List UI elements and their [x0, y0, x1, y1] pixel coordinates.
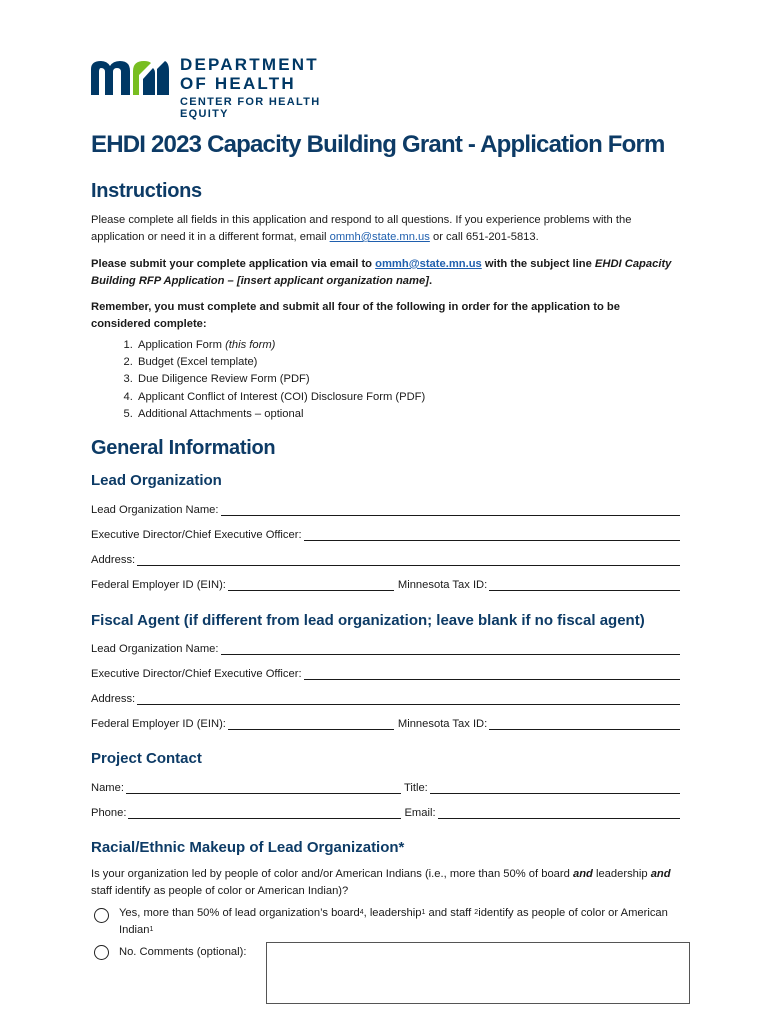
question-emphasis-2: and [650, 868, 671, 880]
footnote-ref: 2 [474, 909, 479, 916]
lead-ein-field[interactable] [228, 578, 394, 591]
fiscal-agent-heading: Fiscal Agent (if different from lead organization; leave blank if no fiscal agent) [91, 612, 645, 629]
list-item-note: (this form) [225, 339, 276, 351]
contact-title-label: Title: [403, 782, 428, 794]
lead-org-name-label: Lead Organization Name: [91, 504, 219, 516]
logo-text-center: CENTER FOR HEALTH EQUITY [180, 96, 321, 120]
footnote-ref: 1 [149, 926, 154, 933]
lead-org-name-row [91, 500, 680, 516]
fiscal-address-field[interactable] [137, 692, 680, 705]
email-link-2[interactable]: ommh@state.mn.us [375, 258, 482, 270]
contact-name-row [91, 778, 680, 794]
lead-director-label: Executive Director/Chief Executive Officer: [91, 529, 302, 541]
fiscal-director-label: Executive Director/Chief Executive Officer: [91, 668, 302, 680]
contact-name-label: Name: [91, 782, 124, 794]
yes-option-label [119, 905, 679, 939]
lead-address-label: Address: [91, 554, 136, 566]
lead-address-field[interactable] [137, 553, 680, 566]
list-item-text: Application Form [138, 339, 226, 351]
yes-text-c: and staff [425, 907, 475, 919]
fiscal-ein-field[interactable] [228, 717, 394, 730]
contact-name-field[interactable] [126, 781, 401, 794]
contact-phone-row [91, 803, 680, 819]
list-item-text: Applicant Conflict of Interest (COI) Disclosure Form (PDF) [138, 390, 426, 403]
para2-subject-line: EHDI Capacity Building RFP Application – [insert applicant organization name] [91, 258, 672, 287]
contact-email-label: Email: [404, 807, 436, 819]
footnote-ref: 4 [359, 909, 364, 916]
no-radio-button[interactable] [94, 945, 109, 960]
yes-text-b: , leadership [363, 907, 422, 919]
para1-text-b: or call 651-201-5813. [429, 231, 539, 243]
contact-phone-field[interactable] [128, 806, 401, 819]
fiscal-org-name-label: Lead Organization Name: [91, 643, 219, 655]
logo-text-of-health: OF HEALTH [180, 74, 296, 93]
lead-address-row [91, 550, 680, 566]
list-item-text: Budget (Excel template) [138, 356, 258, 369]
racial-ethnic-question [91, 866, 681, 900]
question-emphasis-1: and [572, 868, 593, 880]
lead-organization-heading: Lead Organization [91, 472, 222, 489]
list-item [136, 371, 696, 388]
logo-text-department: DEPARTMENT [180, 55, 319, 74]
instructions-heading: Instructions [91, 180, 202, 202]
mn-logo-mark-icon [91, 59, 171, 95]
fiscal-org-name-row [91, 639, 680, 655]
fiscal-ein-label: Federal Employer ID (EIN): [91, 718, 226, 730]
lead-tax-label: Minnesota Tax ID: [397, 579, 488, 591]
lead-director-field[interactable] [304, 528, 680, 541]
question-text-b: leadership [592, 868, 651, 880]
contact-email-field[interactable] [438, 806, 680, 819]
fiscal-tax-field[interactable] [489, 717, 680, 730]
footnote-ref: 1 [421, 909, 426, 916]
question-text-a: Is your organization led by people of color and/or American Indians (i.e., more than 50% of board [91, 868, 573, 880]
fiscal-director-row [91, 664, 680, 680]
list-item [136, 389, 696, 406]
general-information-heading: General Information [91, 437, 276, 459]
instructions-paragraph-2 [91, 256, 681, 290]
para2-text-a: Please submit your complete application via email to [91, 258, 376, 270]
email-link-1[interactable]: ommh@state.mn.us [329, 231, 430, 243]
yes-text-a: Yes, more than 50% of lead organization’s board [119, 907, 360, 919]
fiscal-tax-label: Minnesota Tax ID: [397, 718, 488, 730]
required-documents-list [91, 337, 696, 423]
fiscal-address-label: Address: [91, 693, 136, 705]
para1-text-a: Please complete all fields in this application and respond to all questions. If you experience problems with the application or need it in a different format, email [91, 214, 632, 243]
contact-phone-label: Phone: [91, 807, 127, 819]
fiscal-director-field[interactable] [304, 667, 680, 680]
lead-director-row [91, 525, 680, 541]
list-item-text: Additional Attachments – optional [138, 407, 304, 420]
fiscal-ein-row [91, 714, 680, 730]
lead-ein-label: Federal Employer ID (EIN): [91, 579, 226, 591]
comments-textarea[interactable] [266, 942, 690, 1004]
instructions-paragraph-3: Remember, you must complete and submit all four of the following in order for the application to be considered complete: [91, 301, 620, 330]
no-option-label: No. Comments (optional): [119, 946, 247, 958]
racial-ethnic-heading: Racial/Ethnic Makeup of Lead Organization* [91, 839, 405, 856]
yes-radio-button[interactable] [94, 908, 109, 923]
lead-org-name-field[interactable] [221, 503, 681, 516]
lead-tax-field[interactable] [489, 578, 680, 591]
project-contact-heading: Project Contact [91, 750, 202, 767]
yes-text-d: identify as people of color or American Indian [119, 907, 668, 936]
lead-ein-row [91, 575, 680, 591]
contact-title-field[interactable] [430, 781, 680, 794]
fiscal-address-row [91, 689, 680, 705]
list-item [136, 406, 696, 423]
list-item [136, 354, 696, 371]
fiscal-org-name-field[interactable] [221, 642, 681, 655]
page-title: EHDI 2023 Capacity Building Grant - Application Form [91, 131, 665, 158]
list-item [136, 337, 696, 354]
instructions-paragraph-1 [91, 212, 681, 246]
question-text-c: staff identify as people of color or American Indian)? [91, 885, 349, 897]
list-item-text: Due Diligence Review Form (PDF) [138, 373, 310, 386]
para2-text-d: . [428, 275, 433, 287]
para2-text-b: with the subject line [481, 258, 595, 270]
mdh-logo [91, 55, 371, 120]
